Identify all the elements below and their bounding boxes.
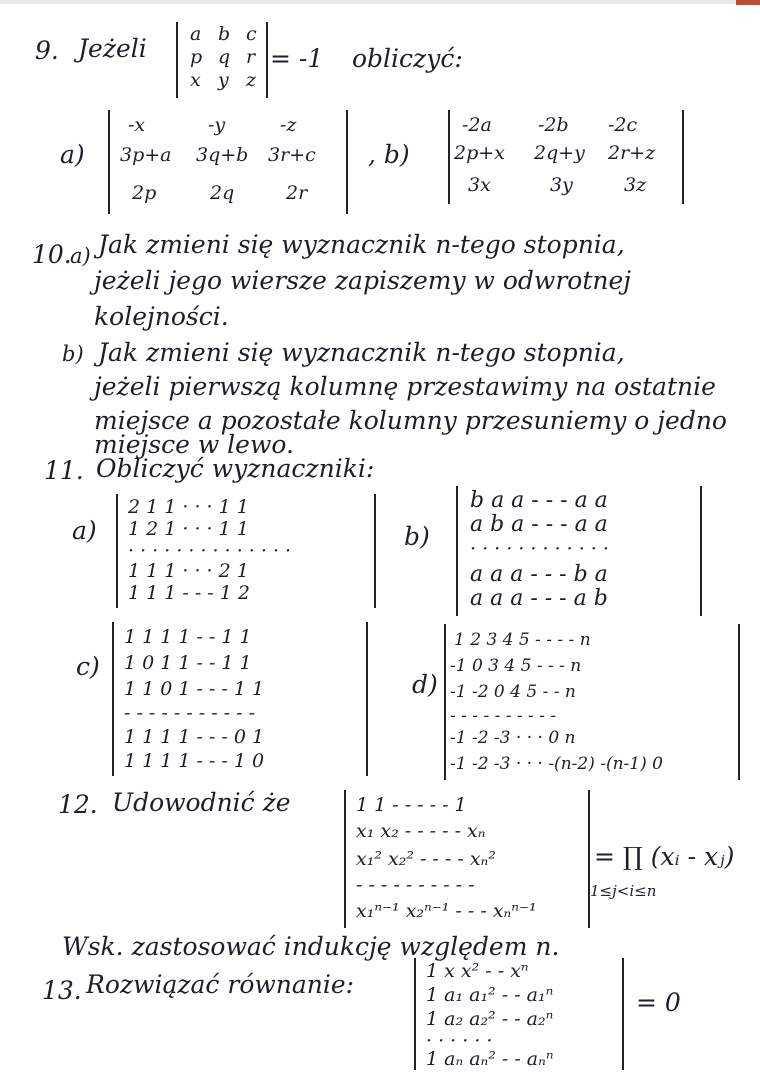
matrix-cell: -2b bbox=[538, 114, 569, 136]
matrix-cell: · · · · · · bbox=[426, 1030, 493, 1052]
p10-b-line-4: miejsce w lewo. bbox=[94, 430, 294, 459]
matrix-cell: 2q bbox=[210, 182, 235, 204]
matrix-cell: 2r bbox=[286, 182, 308, 204]
p11-a-matrix bbox=[116, 494, 376, 608]
p9-matrix bbox=[176, 22, 268, 98]
matrix-cell: 2p+x bbox=[454, 142, 505, 164]
matrix-cell: 1 1 0 1 - - - 1 1 bbox=[124, 678, 265, 700]
matrix-cell: 3r+c bbox=[268, 144, 316, 166]
matrix-cell: -1 -2 0 4 5 - - n bbox=[450, 682, 576, 702]
p13-equals-zero: = 0 bbox=[636, 988, 681, 1017]
matrix-cell: 1 a₂ a₂² - - a₂ⁿ bbox=[426, 1008, 554, 1030]
matrix-cell: c bbox=[246, 23, 257, 45]
matrix-cell: z bbox=[246, 69, 257, 91]
matrix-cell: 3x bbox=[468, 174, 491, 196]
matrix-cell: - - - - - - - - - - bbox=[356, 874, 475, 896]
p11-d-label: d) bbox=[412, 670, 438, 699]
hint-text: Wsk. zastosować indukcję względem n. bbox=[62, 932, 560, 961]
p11-b-matrix bbox=[456, 486, 702, 616]
matrix-cell: 1 1 1 1 - - - 0 1 bbox=[124, 726, 265, 748]
p10-b-line-2: jeżeli pierwszą kolumnę przestawimy na ostatnie bbox=[94, 372, 716, 401]
matrix-cell: -z bbox=[280, 114, 297, 136]
p9-b-label: , b) bbox=[368, 140, 410, 169]
p10-b-label: b) bbox=[62, 342, 84, 366]
matrix-cell: q bbox=[218, 46, 231, 68]
matrix-cell: -1 -2 -3 · · · -(n-2) -(n-1) 0 bbox=[450, 754, 663, 774]
matrix-cell: x₁² x₂² - - - - xₙ² bbox=[356, 848, 496, 870]
p9-equals: = -1 bbox=[270, 44, 324, 73]
matrix-cell: x bbox=[190, 69, 201, 91]
matrix-cell: b a a - - - a a bbox=[470, 488, 608, 513]
p11-c-matrix bbox=[112, 622, 368, 776]
matrix-cell: a bbox=[190, 23, 202, 45]
matrix-cell: 1 1 1 - - - 1 2 bbox=[128, 582, 250, 604]
matrix-cell: p bbox=[190, 46, 203, 68]
p9-number: 9. bbox=[35, 36, 59, 65]
matrix-cell: 1 1 - - - - - 1 bbox=[356, 794, 467, 816]
p12-number: 12. bbox=[58, 790, 98, 819]
matrix-cell: 3p+a bbox=[120, 144, 172, 166]
matrix-cell: 2q+y bbox=[534, 142, 585, 164]
p13-number: 13. bbox=[42, 976, 82, 1005]
p11-b-label: b) bbox=[404, 522, 430, 551]
p9-a-label: a) bbox=[60, 140, 85, 169]
p12-product-range: 1≤j<i≤n bbox=[590, 882, 657, 900]
p9-a-matrix bbox=[108, 110, 348, 214]
p10-a-line-3: kolejności. bbox=[94, 302, 229, 331]
matrix-cell: 1 1 1 1 - - - 1 0 bbox=[124, 750, 265, 772]
matrix-cell: -1 -2 -3 · · · 0 n bbox=[450, 728, 576, 748]
matrix-cell: r bbox=[246, 46, 256, 68]
matrix-cell: 1 aₙ aₙ² - - aₙⁿ bbox=[426, 1048, 554, 1070]
matrix-cell: -x bbox=[128, 114, 146, 136]
matrix-cell: 2 1 1 · · · 1 1 bbox=[128, 496, 249, 518]
p9-text: Jeżeli bbox=[78, 34, 147, 63]
p13-matrix bbox=[414, 958, 624, 1070]
matrix-cell: · · · · · · · · · · · · · · bbox=[128, 540, 292, 562]
matrix-cell: - - - - - - - - - - - bbox=[124, 702, 256, 724]
matrix-cell: 1 a₁ a₁² - - a₁ⁿ bbox=[426, 984, 554, 1006]
matrix-cell: 2r+z bbox=[608, 142, 656, 164]
matrix-cell: -y bbox=[208, 114, 226, 136]
matrix-cell: 2p bbox=[132, 182, 157, 204]
matrix-cell: 1 2 3 4 5 - - - - n bbox=[454, 630, 591, 650]
matrix-cell: a a a - - - b a bbox=[470, 562, 608, 587]
p11-a-label: a) bbox=[72, 516, 97, 545]
matrix-cell: 1 x x² - - xⁿ bbox=[426, 960, 529, 982]
matrix-cell: 1 1 1 · · · 2 1 bbox=[128, 560, 249, 582]
matrix-cell: · · · · · · · · · · · · bbox=[470, 538, 609, 560]
p12-product: = ∏ (xᵢ - xⱼ) bbox=[594, 842, 735, 871]
p12-vandermonde bbox=[344, 790, 590, 928]
matrix-cell: - - - - - - - - - - bbox=[450, 706, 557, 726]
p9-b-matrix bbox=[448, 110, 684, 204]
p11-d-matrix bbox=[444, 624, 740, 780]
p11-text: Obliczyć wyznaczniki: bbox=[96, 454, 375, 483]
red-corner-mark bbox=[736, 0, 760, 5]
matrix-cell: a b a - - - a a bbox=[470, 512, 608, 537]
p10-a-line-1: Jak zmieni się wyznacznik n-tego stopnia, bbox=[98, 230, 625, 259]
p13-text: Rozwiązać równanie: bbox=[86, 970, 355, 999]
p10-b-line-3: miejsce a pozostałe kolumny przesuniemy o jedno bbox=[94, 406, 727, 435]
matrix-cell: x₁ⁿ⁻¹ x₂ⁿ⁻¹ - - - xₙⁿ⁻¹ bbox=[356, 900, 537, 922]
matrix-cell: -2a bbox=[462, 114, 492, 136]
p12-text: Udowodnić że bbox=[112, 788, 291, 817]
matrix-cell: 1 0 1 1 - - 1 1 bbox=[124, 652, 252, 674]
matrix-cell: y bbox=[218, 69, 229, 91]
matrix-cell: b bbox=[218, 23, 231, 45]
p10-a-label: a) bbox=[70, 244, 91, 268]
matrix-cell: a a a - - - a b bbox=[470, 586, 608, 611]
matrix-cell: 3y bbox=[550, 174, 573, 196]
matrix-cell: 1 2 1 · · · 1 1 bbox=[128, 518, 249, 540]
matrix-cell: -1 0 3 4 5 - - - n bbox=[450, 656, 582, 676]
matrix-cell: -2c bbox=[608, 114, 638, 136]
p10-a-line-2: jeżeli jego wiersze zapiszemy w odwrotnej bbox=[94, 266, 632, 295]
p11-number: 11. bbox=[44, 456, 84, 485]
page-top-edge bbox=[0, 0, 760, 4]
p10-b-line-1: Jak zmieni się wyznacznik n-tego stopnia, bbox=[98, 338, 625, 367]
matrix-cell: 3q+b bbox=[196, 144, 249, 166]
p10-number: 10. bbox=[32, 240, 72, 269]
p9-compute: obliczyć: bbox=[352, 44, 463, 73]
matrix-cell: 3z bbox=[624, 174, 647, 196]
matrix-cell: x₁ x₂ - - - - - xₙ bbox=[356, 820, 486, 842]
matrix-cell: 1 1 1 1 - - 1 1 bbox=[124, 626, 252, 648]
p11-c-label: c) bbox=[76, 652, 100, 681]
